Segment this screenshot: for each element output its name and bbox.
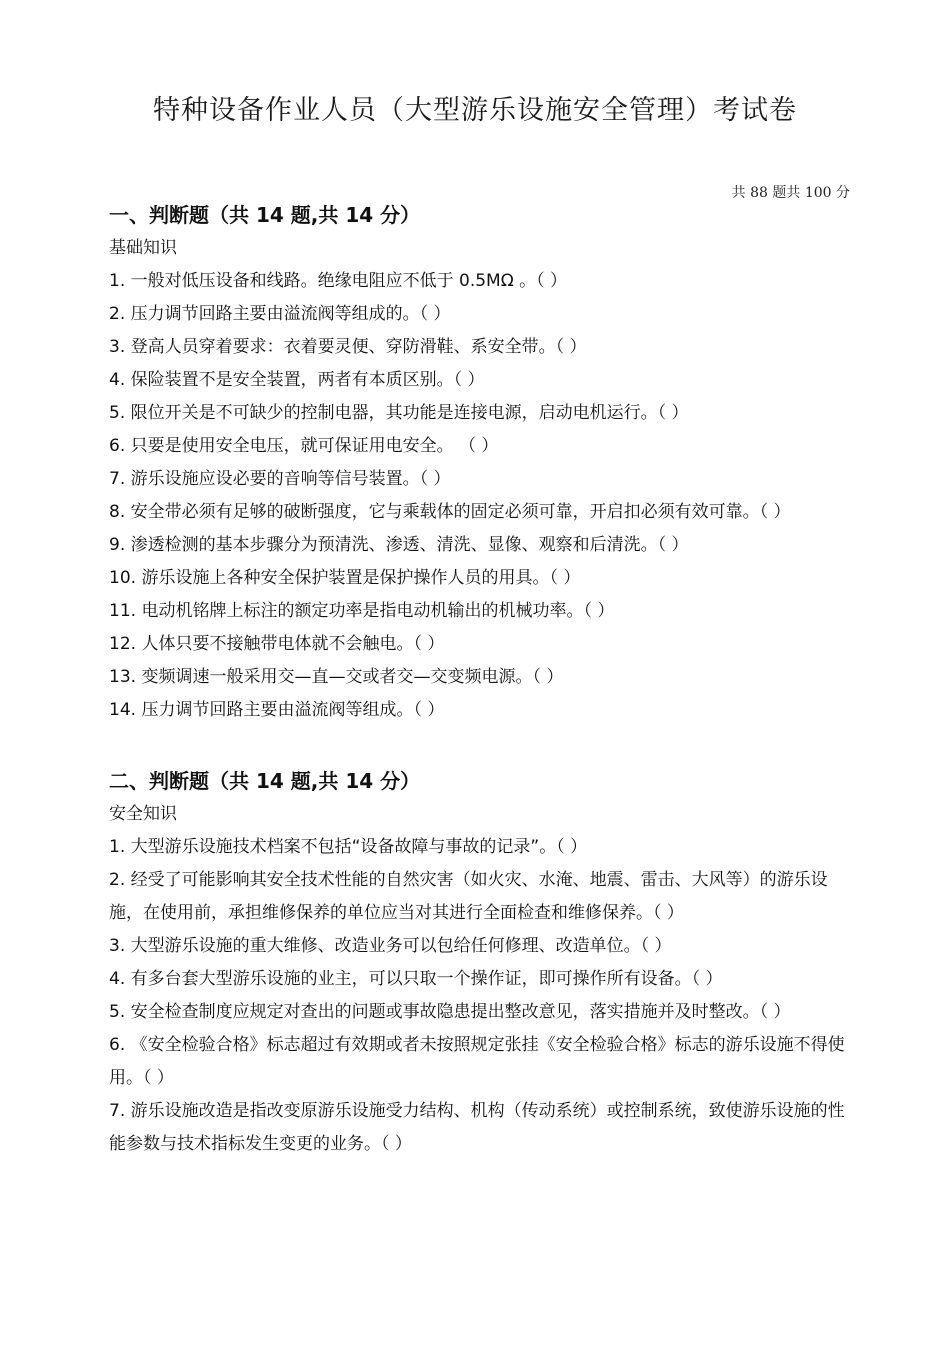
- section-heading: 一、判断题（共 14 题,共 14 分）: [109, 203, 421, 227]
- question-item: 3. 登高人员穿着要求：衣着要灵便、穿防滑鞋、系安全带。（ ）: [109, 337, 587, 357]
- total-score-note: 共 88 题共 100 分: [731, 185, 850, 201]
- exam-content: [109, 198, 849, 1161]
- question-item: 1. 大型游乐设施技术档案不包括“设备故障与事故的记录”。（ ）: [109, 837, 588, 857]
- question-item: 12. 人体只要不接触带电体就不会触电。（ ）: [109, 634, 445, 654]
- question-item: 7. 游乐设施改造是指改变原游乐设施受力结构、机构（传动系统）或控制系统，致使游乐设施的性能参数与技术指标发生变更的业务。（ ）: [109, 1101, 845, 1154]
- question-item: 9. 渗透检测的基本步骤分为预清洗、渗透、清洗、显像、观察和后清洗。（ ）: [109, 535, 689, 555]
- question-item: 4. 保险装置不是安全装置，两者有本质区别。（ ）: [109, 370, 485, 390]
- document-title: 特种设备作业人员（大型游乐设施安全管理）考试卷: [153, 95, 797, 126]
- section-2: [109, 764, 849, 1161]
- section-subheading: 安全知识: [109, 804, 177, 824]
- question-item: 4. 有多台套大型游乐设施的业主，可以只取一个操作证，即可操作所有设备。（ ）: [109, 969, 723, 989]
- question-item: 8. 安全带必须有足够的破断强度，它与乘载体的固定必须可靠，开启扣必须有效可靠。（ ）: [109, 502, 791, 522]
- question-item: 1. 一般对低压设备和线路。绝缘电阻应不低于 0.5MΩ 。（ ）: [109, 271, 568, 291]
- question-item: 2. 压力调节回路主要由溢流阀等组成的。（ ）: [109, 304, 451, 324]
- section-gap: [109, 727, 849, 764]
- section-heading: 二、判断题（共 14 题,共 14 分）: [109, 769, 421, 793]
- question-item: 13. 变频调速一般采用交—直—交或者交—交变频电源。（ ）: [109, 667, 564, 687]
- question-item: 5. 安全检查制度应规定对查出的问题或事故隐患提出整改意见，落实措施并及时整改。（ ）: [109, 1002, 791, 1022]
- question-item: 14. 压力调节回路主要由溢流阀等组成。（ ）: [109, 700, 445, 720]
- question-item: 6. 《安全检验合格》标志超过有效期或者未按照规定张挂《安全检验合格》标志的游乐设施不得使用。（ ）: [109, 1035, 845, 1088]
- question-item: 11. 电动机铭牌上标注的额定功率是指电动机输出的机械功率。（ ）: [109, 601, 615, 621]
- question-item: 10. 游乐设施上各种安全保护装置是保护操作人员的用具。（ ）: [109, 568, 581, 588]
- question-item: 2. 经受了可能影响其安全技术性能的自然灾害（如火灾、水淹、地震、雷击、大风等）的游乐设施，在使用前，承担维修保养的单位应当对其进行全面检查和维修保养。（ ）: [109, 870, 828, 923]
- section-1: [109, 198, 849, 727]
- section-subheading: 基础知识: [109, 238, 177, 258]
- question-item: 6. 只要是使用安全电压，就可保证用电安全。 （ ）: [109, 436, 499, 456]
- question-item: 3. 大型游乐设施的重大维修、改造业务可以包给任何修理、改造单位。（ ）: [109, 936, 672, 956]
- question-item: 7. 游乐设施应设必要的音响等信号装置。（ ）: [109, 469, 451, 489]
- question-item: 5. 限位开关是不可缺少的控制电器，其功能是连接电源，启动电机运行。（ ）: [109, 403, 689, 423]
